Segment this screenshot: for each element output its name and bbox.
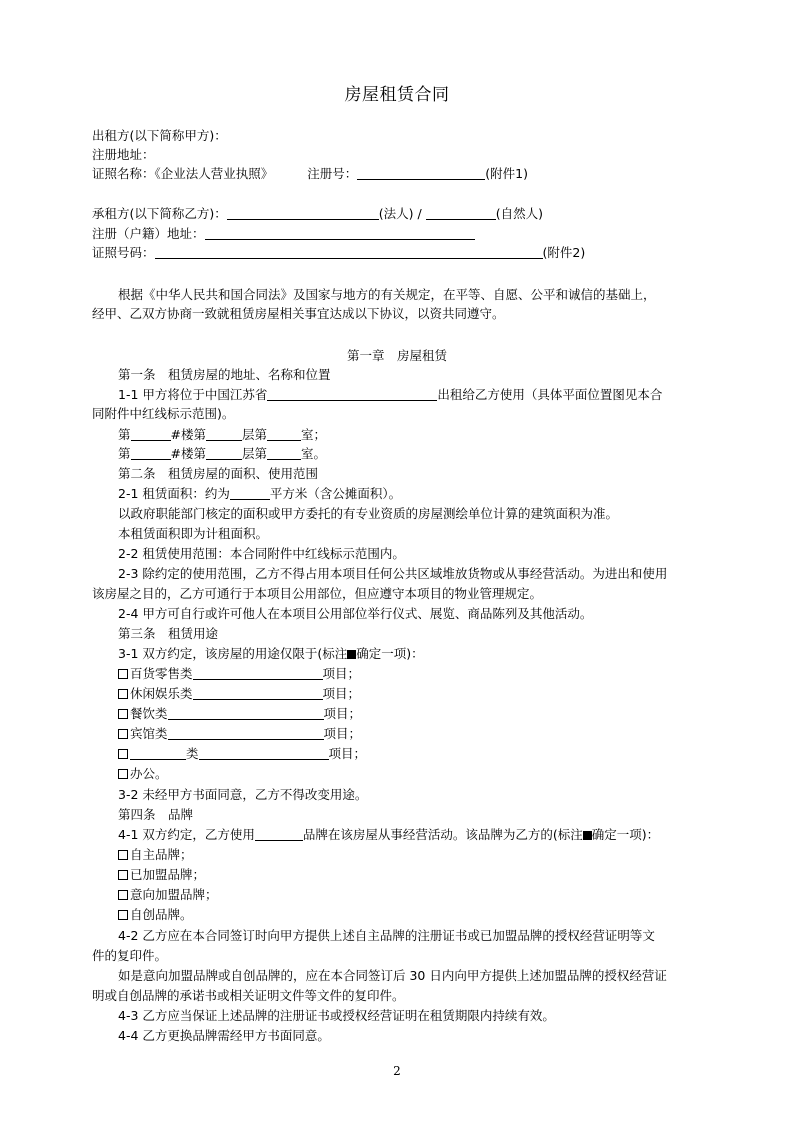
clause-2-1-line-2: 以政府职能部门核定的面积或甲方委托的有专业资质的房屋测绘单位计算的建筑面积为准。 xyxy=(118,506,619,521)
lessee-legal-blank[interactable] xyxy=(227,206,379,220)
use-option-item: 项目； xyxy=(323,726,362,741)
unit-row-lou: #楼第 xyxy=(170,446,206,461)
use-option-label: 休闲娱乐类 xyxy=(130,686,193,701)
lessee-cert-line xyxy=(92,244,585,262)
checkbox-icon[interactable] xyxy=(118,910,128,920)
brand-option-label: 自创品牌。 xyxy=(130,907,193,922)
area-blank[interactable] xyxy=(230,486,270,500)
brand-option-created xyxy=(118,906,193,924)
unit-row-shi: 室； xyxy=(301,427,327,442)
filled-square-icon xyxy=(347,650,356,659)
brand-blank[interactable] xyxy=(255,827,303,841)
brand-option-franchised xyxy=(118,866,205,884)
preamble-line-1: 根据《中华人民共和国合同法》及国家与地方的有关规定，在平等、自愿、公平和诚信的基础上， xyxy=(118,287,656,302)
clause-2-3-line-1: 2-3 除约定的使用范围，乙方不得占用本项目任何公共区域堆放货物或从事经营活动。为进出和使用 xyxy=(118,566,668,581)
use-option-label: 宾馆类 xyxy=(130,726,168,741)
use-option-item: 项目； xyxy=(328,746,367,761)
clause-1-1-line-2: 同附件中红线标示范围)。 xyxy=(92,406,235,421)
lessor-name-label: 出租方(以下简称甲方)： xyxy=(92,128,227,143)
use-option-leisure xyxy=(118,685,360,703)
category-blank[interactable] xyxy=(130,746,186,760)
clause-1-1-line-1 xyxy=(118,386,662,404)
clause-4-2-line-3: 如是意向加盟品牌或自创品牌的，应在本合同签订后 30 日内向甲方提供上述加盟品牌的授权经营证 xyxy=(118,968,667,983)
use-option-item: 项目； xyxy=(322,666,361,681)
lessee-address-blank[interactable] xyxy=(205,226,475,240)
clause-2-1-text-b: 平方米（含公摊面积）。 xyxy=(269,486,402,501)
clause-2-4: 2-4 甲方可自行或许可他人在本项目公用部位举行仪式、展览、商品陈列及其他活动。 xyxy=(118,606,593,621)
checkbox-icon[interactable] xyxy=(118,769,128,779)
lessor-license-label: 证照名称：《企业法人营业执照》 xyxy=(92,166,274,181)
clause-2-1 xyxy=(118,485,401,503)
unit-row-lou: #楼第 xyxy=(170,427,206,442)
regno-blank[interactable] xyxy=(357,166,485,180)
building-blank[interactable] xyxy=(131,446,171,460)
use-option-item: 项目； xyxy=(322,686,361,701)
lessor-license-line xyxy=(92,165,528,183)
address-blank[interactable] xyxy=(267,387,437,401)
checkbox-icon[interactable] xyxy=(118,709,128,719)
use-blank[interactable] xyxy=(168,706,324,720)
checkbox-icon[interactable] xyxy=(118,749,128,759)
checkbox-icon[interactable] xyxy=(118,870,128,880)
article-4-heading: 第四条 品牌 xyxy=(118,807,194,822)
clause-4-1-text-a: 4-1 双方约定，乙方使用 xyxy=(118,827,255,842)
use-option-retail xyxy=(118,665,360,683)
page-number: 2 xyxy=(393,1064,401,1078)
lessee-cert-label: 证照号码： xyxy=(92,245,155,260)
unit-row-shi: 室。 xyxy=(301,446,327,461)
building-blank[interactable] xyxy=(131,427,171,441)
clause-4-1 xyxy=(118,826,659,844)
lessee-name-line xyxy=(92,205,543,223)
clause-4-2-line-4: 明或自创品牌的承诺书或相关证明文件等文件的复印件。 xyxy=(92,988,405,1003)
lessee-name-label: 承租方(以下简称乙方)： xyxy=(92,206,227,221)
lessee-natural-label: (自然人) xyxy=(495,206,543,221)
use-option-hotel xyxy=(118,725,361,743)
lessee-legal-label: (法人) / xyxy=(378,206,422,221)
article-2-heading: 第二条 租赁房屋的面积、使用范围 xyxy=(118,466,319,481)
use-blank[interactable] xyxy=(199,746,329,760)
unit-row-di: 第 xyxy=(118,446,131,461)
document-title: 房屋租赁合同 xyxy=(344,85,450,105)
attach1-label: (附件1) xyxy=(485,166,528,181)
unit-row-1 xyxy=(118,426,326,444)
lessee-address-label: 注册（户籍）地址： xyxy=(92,226,205,241)
use-option-dining xyxy=(118,705,361,723)
unit-row-di: 第 xyxy=(118,427,131,442)
lessee-address-line xyxy=(92,225,475,243)
clause-3-1-text-b: 确定一项)： xyxy=(356,646,424,661)
clause-3-2: 3-2 未经甲方书面同意，乙方不得改变用途。 xyxy=(118,787,368,802)
clause-3-1 xyxy=(118,645,424,663)
article-1-heading: 第一条 租赁房屋的地址、名称和位置 xyxy=(118,367,331,382)
clause-2-1-text-a: 2-1 租赁面积：约为 xyxy=(118,486,230,501)
checkbox-icon[interactable] xyxy=(118,689,128,699)
attach2-label: (附件2) xyxy=(542,245,586,260)
clause-4-4: 4-4 乙方更换品牌需经甲方书面同意。 xyxy=(118,1028,330,1043)
room-blank[interactable] xyxy=(267,427,301,441)
article-3-heading: 第三条 租赁用途 xyxy=(118,626,219,641)
clause-1-1-text-b: 出租给乙方使用（具体平面位置图见本合 xyxy=(437,387,663,402)
use-blank[interactable] xyxy=(193,686,323,700)
lessor-address-label: 注册地址： xyxy=(92,147,155,162)
room-blank[interactable] xyxy=(267,446,301,460)
clause-3-1-text-a: 3-1 双方约定，该房屋的用途仅限于(标注 xyxy=(118,646,348,661)
clause-2-2: 2-2 租赁使用范围：本合同附件中红线标示范围内。 xyxy=(118,546,405,561)
use-option-label: 餐饮类 xyxy=(130,706,168,721)
use-option-label: 办公。 xyxy=(130,766,168,781)
brand-option-intended xyxy=(118,886,218,904)
chapter-heading: 第一章 房屋租赁 xyxy=(346,348,447,363)
unit-row-ceng: 层第 xyxy=(242,427,268,442)
clause-2-3-line-2: 该房屋之目的，乙方可通行于本项目公用部位，但应遵守本项目的物业管理规定。 xyxy=(92,586,543,601)
checkbox-icon[interactable] xyxy=(118,729,128,739)
use-option-label: 类 xyxy=(186,746,199,761)
floor-blank[interactable] xyxy=(206,427,242,441)
clause-2-1-line-3: 本租赁面积即为计租面积。 xyxy=(118,526,269,541)
unit-row-2 xyxy=(118,445,326,463)
brand-option-own xyxy=(118,846,193,864)
brand-option-label: 已加盟品牌； xyxy=(130,867,206,882)
use-option-item: 项目； xyxy=(323,706,362,721)
checkbox-icon[interactable] xyxy=(118,890,128,900)
clause-4-3: 4-3 乙方应当保证上述品牌的注册证书或授权经营证明在租赁期限内持续有效。 xyxy=(118,1008,555,1023)
clause-4-2-line-2: 件的复印件。 xyxy=(92,948,168,963)
checkbox-icon[interactable] xyxy=(118,669,128,679)
use-blank[interactable] xyxy=(193,666,323,680)
clause-1-1-text-a: 1-1 甲方将位于中国江苏省 xyxy=(118,387,268,402)
floor-blank[interactable] xyxy=(206,446,242,460)
brand-option-label: 意向加盟品牌； xyxy=(130,887,218,902)
brand-option-label: 自主品牌； xyxy=(130,847,193,862)
use-option-label: 百货零售类 xyxy=(130,666,193,681)
use-blank[interactable] xyxy=(168,726,324,740)
clause-4-1-text-c: 确定一项)： xyxy=(591,827,660,842)
preamble-line-2: 经甲、乙双方协商一致就租赁房屋相关事宜达成以下协议，以资共同遵守。 xyxy=(92,306,505,321)
lessee-cert-blank[interactable] xyxy=(155,245,543,259)
checkbox-icon[interactable] xyxy=(118,850,128,860)
lessee-natural-blank[interactable] xyxy=(426,206,496,220)
unit-row-ceng: 层第 xyxy=(242,446,268,461)
filled-square-icon xyxy=(583,831,592,840)
use-option-office xyxy=(118,765,168,783)
use-option-other xyxy=(118,745,366,763)
clause-4-2-line-1: 4-2 乙方应在本合同签订时向甲方提供上述自主品牌的注册证书或已加盟品牌的授权经营证明等文 xyxy=(118,928,655,943)
lessor-regno-label: 注册号： xyxy=(307,166,358,181)
clause-4-1-text-b: 品牌在该房屋从事经营活动。该品牌为乙方的(标注 xyxy=(302,827,583,842)
